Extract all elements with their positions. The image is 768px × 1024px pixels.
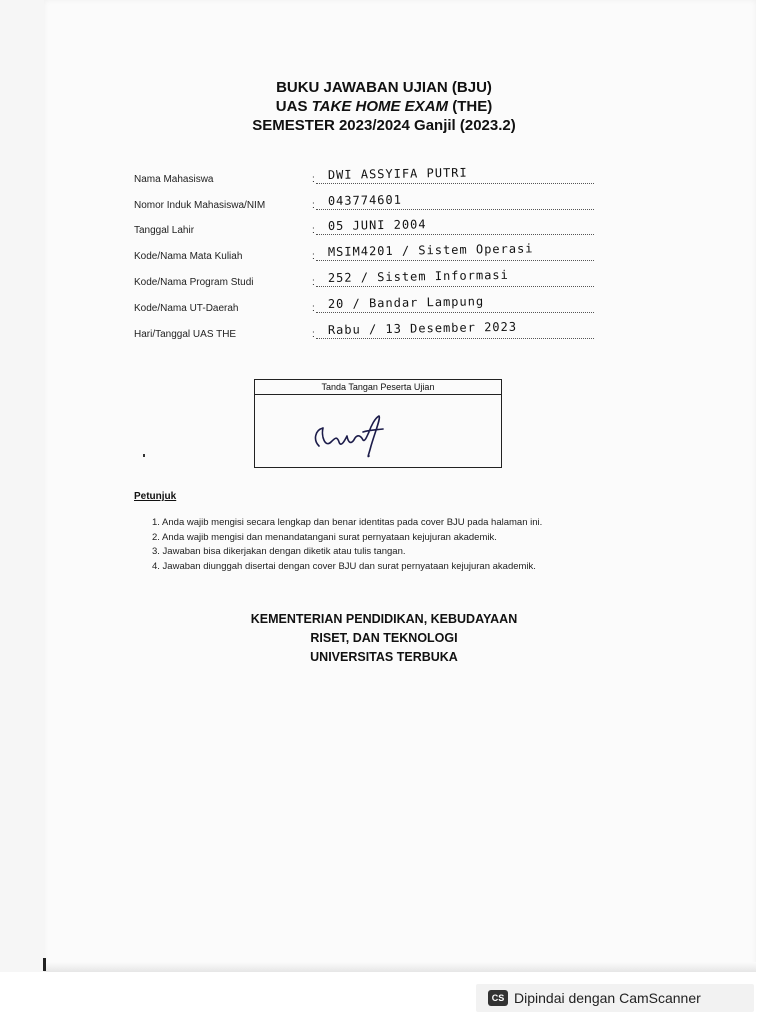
stray-mark: [143, 454, 145, 457]
instructions-list: [152, 516, 542, 574]
field-handwritten-value: 05 JUNI 2004: [327, 217, 427, 233]
field-ut-daerah: [134, 292, 594, 314]
instruction-item: 1. Anda wajib mengisi secara lengkap dan benar identitas pada cover BJU pada halaman ini.: [152, 517, 543, 528]
title-line-2-prefix: UAS: [275, 98, 312, 115]
field-handwritten-value: MSIM4201 / Sistem Operasi: [327, 241, 534, 259]
scan-edge-mark: [43, 958, 46, 971]
signature-area: [255, 396, 501, 467]
title-line-2-suffix: (THE): [448, 98, 493, 115]
footer-line-1: KEMENTERIAN PENDIDIKAN, KEBUDAYAAN: [250, 612, 518, 626]
field-handwritten-value: 252 / Sistem Informasi: [327, 267, 509, 285]
field-nama-mahasiswa: [134, 163, 594, 185]
signature-box-header: Tanda Tangan Peserta Ujian: [255, 380, 501, 395]
field-label: Nama Mahasiswa: [134, 174, 214, 185]
title-line-2: [0, 97, 768, 116]
field-label: Kode/Nama UT-Daerah: [134, 303, 239, 314]
page-bottom-edge: [44, 962, 756, 972]
field-label: Hari/Tanggal UAS THE: [134, 329, 237, 340]
field-dotted-line: [316, 234, 594, 235]
field-colon: :: [312, 329, 315, 340]
field-nim: [134, 189, 594, 211]
field-colon: :: [312, 225, 315, 236]
field-mata-kuliah: [134, 240, 594, 262]
camscanner-badge: [476, 984, 754, 1012]
field-handwritten-value: Rabu / 13 Desember 2023: [327, 319, 518, 337]
footer-line-3: UNIVERSITAS TERBUKA: [310, 650, 458, 664]
field-dotted-line: [316, 286, 594, 287]
scan-left-margin: [0, 0, 44, 972]
field-dotted-line: [316, 312, 594, 313]
camscanner-logo-icon: CS: [488, 990, 508, 1006]
instruction-item: 4. Jawaban diunggah disertai dengan cover BJU dan surat pernyataan kejujuran akademik.: [152, 560, 536, 572]
scanned-page: [44, 0, 756, 972]
field-handwritten-value: 20 / Bandar Lampung: [327, 294, 485, 311]
document-title: [0, 78, 768, 135]
camscanner-text: Dipindai dengan CamScanner: [514, 990, 701, 1006]
field-colon: :: [312, 303, 315, 314]
field-label: Kode/Nama Program Studi: [134, 277, 254, 288]
title-line-2-emphasis: TAKE HOME EXAM: [311, 98, 449, 115]
footer-line-2: RISET, DAN TEKNOLOGI: [310, 631, 458, 645]
field-label: Nomor Induk Mahasiswa/NIM: [134, 200, 266, 211]
field-colon: :: [312, 200, 315, 211]
field-colon: :: [312, 251, 315, 262]
field-hari-tanggal-uas: [134, 318, 594, 340]
field-handwritten-value: 043774601: [327, 192, 403, 208]
instructions-title: Petunjuk: [134, 491, 177, 502]
instruction-item: 2. Anda wajib mengisi dan menandatangani surat pernyataan kejujuran akademik.: [152, 531, 497, 543]
field-handwritten-value: DWI ASSYIFA PUTRI: [327, 165, 468, 182]
field-colon: :: [312, 277, 315, 288]
field-tanggal-lahir: [134, 214, 594, 236]
field-label: Kode/Nama Mata Kuliah: [134, 251, 243, 262]
handwritten-signature: [255, 396, 501, 466]
field-program-studi: [134, 266, 594, 288]
field-label: Tanggal Lahir: [134, 225, 195, 236]
field-dotted-line: [316, 260, 594, 261]
field-dotted-line: [316, 183, 594, 184]
title-line-3: SEMESTER 2023/2024 Ganjil (2023.2): [252, 117, 516, 134]
field-dotted-line: [316, 338, 594, 339]
title-line-1: BUKU JAWABAN UJIAN (BJU): [276, 79, 492, 96]
institution-footer: [0, 610, 768, 667]
signature-box: [254, 379, 502, 468]
field-dotted-line: [316, 209, 594, 210]
field-colon: :: [312, 174, 315, 185]
instruction-item: 3. Jawaban bisa dikerjakan dengan diketik atau tulis tangan.: [152, 546, 406, 557]
